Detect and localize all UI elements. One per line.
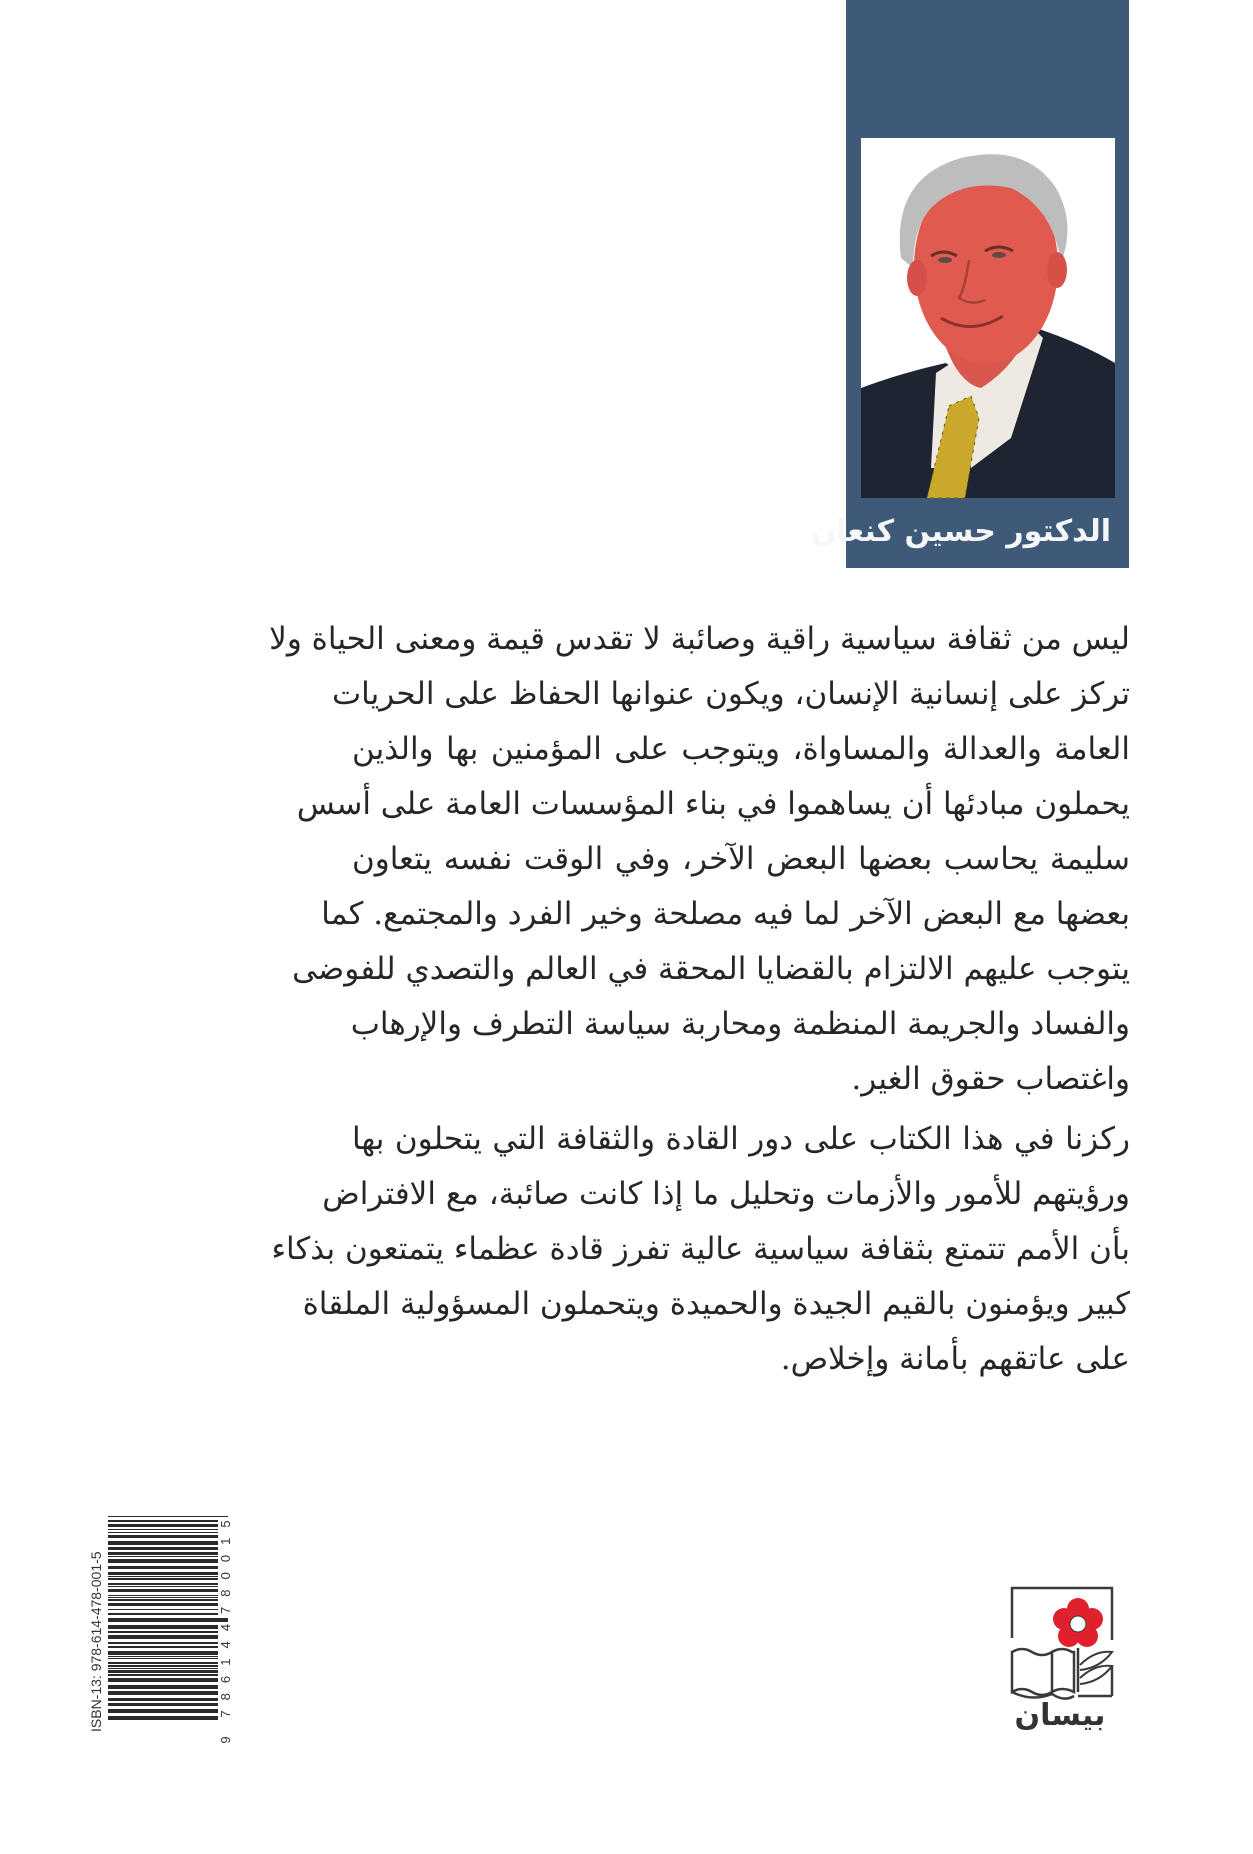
barcode-digit: 4 (218, 1624, 233, 1632)
blurb-paragraph-1 (269, 612, 1130, 1107)
barcode-bar (108, 1578, 218, 1580)
author-portrait-image (861, 138, 1115, 498)
barcode-bar (108, 1642, 218, 1644)
blurb-line: العامة والعدالة والمساواة، ويتوجب على المؤمنين بها والذين (352, 731, 1130, 767)
barcode-bar (108, 1547, 218, 1550)
open-book-icon (1012, 1649, 1074, 1699)
barcode-digit: 9 (218, 1736, 233, 1744)
barcode-bar (108, 1516, 228, 1517)
blurb-line: سليمة يحاسب بعضها البعض الآخر، وفي الوقت نفسه يتعاون (352, 841, 1130, 877)
isbn-barcode (86, 1512, 236, 1748)
blurb-line: كبير ويؤمنون بالقيم الجيدة والحميدة ويتحملون المسؤولية الملقاة (302, 1286, 1130, 1322)
barcode-digits (218, 1520, 233, 1743)
barcode-bar (108, 1618, 228, 1622)
barcode-bar (108, 1595, 218, 1596)
barcode-digit: 1 (218, 1537, 233, 1545)
blurb-line: واغتصاب حقوق الغير. (851, 1061, 1130, 1097)
barcode-bar (108, 1665, 218, 1667)
barcode-bar (108, 1535, 218, 1538)
blurb-line: تركز على إنسانية الإنسان، ويكون عنوانها الحفاظ على الحريات (332, 676, 1130, 712)
barcode-bar (108, 1532, 218, 1533)
author-name: الدكتور حسين كنعان (810, 514, 1111, 549)
barcode-digit: 7 (218, 1710, 233, 1718)
barcode-bar (108, 1597, 218, 1598)
back-cover-blurb (269, 612, 1130, 1387)
barcode-bar (108, 1576, 218, 1577)
barcode-digit: 6 (218, 1675, 233, 1684)
barcode-bar (108, 1670, 218, 1673)
barcode-bar (108, 1586, 218, 1587)
barcode-bars (108, 1516, 228, 1720)
barcode-bar (108, 1583, 218, 1585)
barcode-bar (108, 1651, 218, 1655)
blurb-line: والفساد والجريمة المنظمة ومحاربة سياسة التطرف والإرهاب (350, 1006, 1130, 1042)
barcode-digit: 8 (218, 1693, 233, 1701)
blurb-line: يحملون مبادئها أن يساهموا في بناء المؤسسات العامة على أسس (296, 786, 1130, 822)
barcode-digit: 5 (218, 1520, 233, 1528)
blurb-paragraph-2 (271, 1112, 1130, 1387)
barcode-bar (108, 1559, 218, 1563)
barcode-bar (108, 1691, 218, 1695)
barcode-digit: 0 (218, 1554, 233, 1563)
barcode-bar (108, 1703, 218, 1706)
barcode-bar (108, 1589, 218, 1592)
barcode-bar (108, 1709, 218, 1713)
barcode-bar (108, 1609, 218, 1610)
barcode-bar (108, 1646, 218, 1648)
barcode-graphic (86, 1512, 236, 1748)
barcode-bar (108, 1662, 218, 1664)
barcode-bar (108, 1631, 218, 1633)
barcode-digit: 7 (218, 1606, 233, 1614)
barcode-bar (108, 1716, 218, 1720)
barcode-bar (108, 1552, 218, 1555)
isbn-label: ISBN-13: 978-614-478-001-5 (88, 1551, 104, 1732)
flower-icon (1053, 1598, 1103, 1647)
blurb-line: يتوجب عليهم الالتزام بالقضايا المحقة في العالم والتصدي للفوضى (292, 951, 1130, 987)
blurb-line: على عاتقهم بأمانة وإخلاص. (780, 1341, 1130, 1377)
publisher-name: بيسان (1014, 1698, 1106, 1733)
barcode-bar (108, 1566, 218, 1569)
blurb-line: ورؤيتهم للأمور والأزمات وتحليل ما إذا كانت صائبة، مع الافتراض (322, 1176, 1130, 1212)
barcode-bar (108, 1685, 218, 1689)
barcode-bar (108, 1524, 218, 1527)
barcode-bar (108, 1529, 218, 1530)
barcode-bar (108, 1541, 218, 1545)
barcode-digit: 1 (218, 1658, 233, 1666)
barcode-bar (108, 1625, 218, 1629)
barcode-digit: 4 (218, 1641, 233, 1649)
barcode-bar (108, 1613, 218, 1615)
barcode-bar (108, 1698, 218, 1701)
blurb-line: بعضها مع البعض الآخر لما فيه مصلحة وخير الفرد والمجتمع. كما (321, 896, 1130, 932)
barcode-bar (108, 1668, 218, 1669)
barcode-bar (108, 1556, 218, 1557)
barcode-bar (108, 1572, 218, 1575)
barcode-digit: 8 (218, 1589, 233, 1597)
blurb-line: بأن الأمم تتمتع بثقافة سياسية عالية تفرز قادة عظماء يتمتعون بذكاء (271, 1231, 1130, 1267)
barcode-bar (108, 1678, 218, 1682)
barcode-bar (108, 1520, 218, 1522)
blurb-line: ركزنا في هذا الكتاب على دور القادة والثقافة التي يتحلون بها (352, 1121, 1130, 1157)
barcode-bar (108, 1603, 218, 1606)
barcode-bar (108, 1599, 218, 1601)
author-photo (861, 138, 1115, 498)
barcode-digit: 0 (218, 1572, 233, 1580)
barcode-bar (108, 1635, 218, 1639)
barcode-bar (108, 1674, 218, 1676)
barcode-bar (108, 1656, 218, 1657)
author-panel (810, 0, 1129, 568)
blurb-line: ليس من ثقافة سياسية راقية وصائبة لا تقدس قيمة ومعنى الحياة ولا (269, 621, 1130, 657)
barcode-bar (108, 1658, 218, 1659)
